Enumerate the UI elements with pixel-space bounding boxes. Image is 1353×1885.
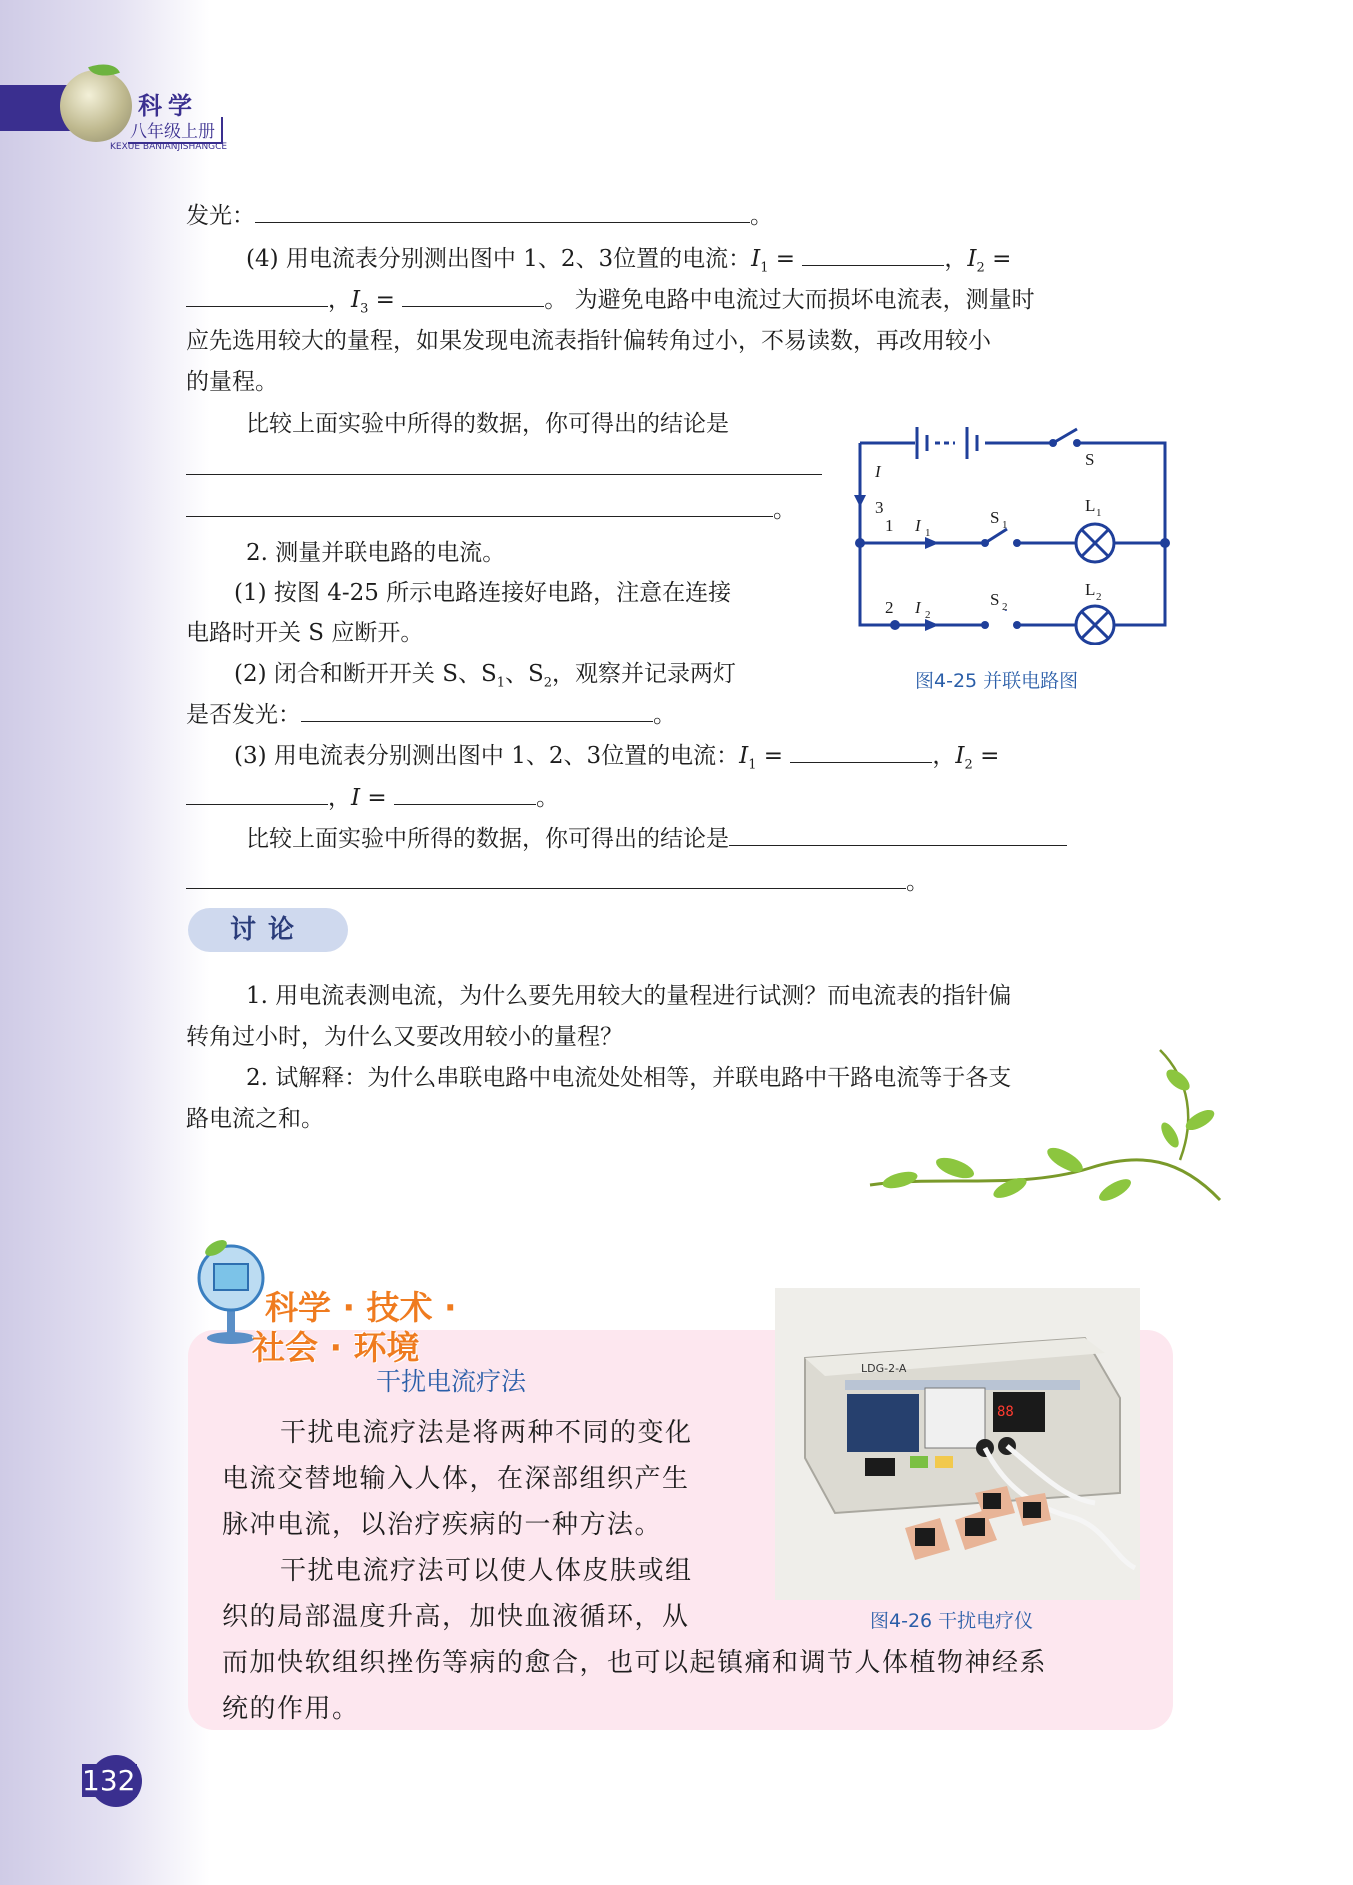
sts-text: 织的局部温度升高，加快血液循环，从 [222,1602,690,1632]
text-line: ，I = 。 [186,782,559,814]
discussion-text: 路电流之和。 [186,1106,324,1132]
text-line: 比较上面实验中所得的数据，你可得出的结论是 [246,823,1067,855]
sts-title-line2: 社会 · 环境 [252,1328,420,1367]
label-I1: I [915,516,921,535]
sts-title-line1: 科学 · 技术 · [265,1288,457,1327]
answer-blank[interactable] [402,306,544,307]
text-line: (1) 按图 4-25 所示电路连接好电路，注意在连接 [234,580,732,606]
globe-icon [60,70,132,142]
label-2: 2 [885,598,894,617]
label-I2: I [915,598,921,617]
header-pinyin: KEXUE BANIANJISHANGCE [110,142,228,152]
label-S2-sub: 2 [1002,601,1008,613]
side-margin-band [0,0,210,1885]
answer-blank[interactable] [394,804,536,805]
label-I: I [875,462,881,481]
label-3: 3 [875,498,884,517]
text-line: 比较上面实验中所得的数据，你可得出的结论是 [246,411,729,437]
label-I1-sub: 1 [925,527,931,539]
header-subject: 科学 [138,92,198,120]
discussion-text: 转角过小时，为什么又要改用较小的量程？ [186,1024,623,1050]
label-S1-sub: 1 [1002,519,1008,531]
label-I2-sub: 2 [925,609,931,621]
text-line: ，$I_3$ = 。 为避免电路中电流过大而损坏电流表，测量时 [186,284,1035,326]
sts-text: 电流交替地输入人体，在深部组织产生 [222,1464,690,1494]
sts-text: 干扰电流疗法可以使人体皮肤或组 [280,1556,693,1586]
answer-blank[interactable] [790,762,932,763]
text-line: 应先选用较大的量程，如果发现电流表指针偏转角过小，不易读数，再改用较小 [186,328,991,354]
answer-blank[interactable] [186,516,773,517]
answer-blank[interactable] [186,306,328,307]
label-L1: L [1085,496,1096,515]
sts-text: 干扰电流疗法是将两种不同的变化 [280,1418,693,1448]
label-L2-sub: 2 [1096,591,1102,603]
text-line: 电路时开关 S 应断开。 [186,620,424,646]
text-line: 。 [186,866,929,898]
text-line: (4) 用电流表分别测出图中 1、2、3位置的电流：$I_1$ = ，$I_2$ = [246,246,1012,276]
discussion-tag: 讨论 [188,908,348,952]
label-S2: S [990,590,1000,609]
label-S1: S [990,508,1000,527]
answer-blank[interactable] [186,888,906,889]
label-S: S [1085,450,1095,469]
label-L2: L [1085,580,1096,599]
text-line: 是否发光： 。 [186,702,676,728]
text-line: 发光： 。 [186,203,773,229]
label-L1-sub: 1 [1096,507,1102,519]
label-1: 1 [885,516,894,535]
text-line [186,452,822,484]
photo-caption: 图4-26 干扰电疗仪 [870,1610,1034,1632]
figure-caption: 图4-25 并联电路图 [915,670,1079,692]
sts-text: 统的作用。 [222,1694,360,1724]
answer-blank[interactable] [255,222,750,223]
answer-blank[interactable] [186,474,822,475]
device-label: LDG-2-A [861,1362,907,1375]
text-line: (2) 闭合和断开开关 S、$S_1$、$S_2$，观察并记录两灯 [234,661,737,691]
answer-blank[interactable] [301,721,653,722]
text-line: (3) 用电流表分别测出图中 1、2、3位置的电流：$I_1$ = ，$I_2$ = [234,743,1000,773]
vine-decoration [860,1040,1240,1220]
svg-text:88: 88 [997,1404,1014,1420]
sts-text: 脉冲电流，以治疗疾病的一种方法。 [222,1510,663,1540]
sts-text: 而加快软组织挫伤等病的愈合，也可以起镇痛和调节人体植物神经系 [222,1648,1048,1678]
header-grade: 八年级上册 [128,117,223,144]
device-photo [775,1288,1140,1600]
sts-heading: 干扰电流疗法 [376,1367,527,1396]
answer-blank[interactable] [186,804,328,805]
text-line: 的量程。 [186,369,278,395]
parallel-circuit-diagram [845,415,1175,645]
text-line: 。 [186,494,796,526]
discussion-text: 1. 用电流表测电流，为什么要先用较大的量程进行试测？而电流表的指针偏 [246,983,1012,1009]
text-line: 2. 测量并联电路的电流。 [246,540,506,566]
answer-blank[interactable] [802,265,944,266]
answer-blank[interactable] [729,845,1067,846]
discussion-text: 2. 试解释：为什么串联电路中电流处处相等，并联电路中干路电流等于各支 [246,1065,1012,1091]
page-number: 132 [90,1755,142,1807]
